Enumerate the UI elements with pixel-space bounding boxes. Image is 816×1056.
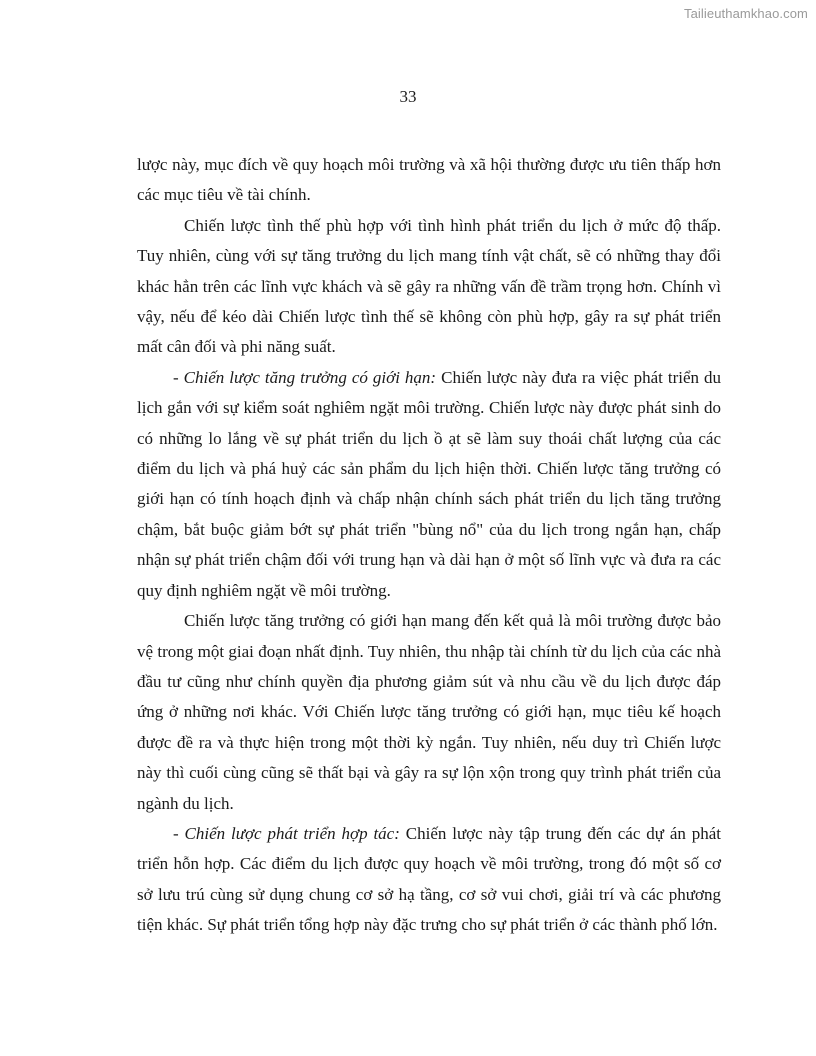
document-body xyxy=(137,150,721,941)
paragraph-2: Chiến lược tình thế phù hợp với tình hình phát triển du lịch ở mức độ thấp. Tuy nhiên, cùng với sự tăng trưởng du lịch mang tính vật chất, sẽ có những thay đổi khác hẳn trên các lĩnh vực khách và sẽ gây ra những vấn đề trầm trọng hơn. Chính vì vậy, nếu để kéo dài Chiến lược tình thế sẽ không còn phù hợp, gây ra sự phát triển mất cân đối và phi năng suất. xyxy=(137,215,721,357)
paragraph-3-lead: - Chiến lược tăng trưởng có giới hạn: xyxy=(173,367,437,387)
paragraph-5-lead: - Chiến lược phát triển hợp tác: xyxy=(173,823,400,843)
paragraph-1: lược này, mục đích về quy hoạch môi trường và xã hội thường được ưu tiên thấp hơn các mục tiêu về tài chính. xyxy=(137,155,721,205)
paragraph-5 xyxy=(137,819,721,941)
paragraph-5-text: Chiến lược này tập trung đến các dự án phát triển hỗn hợp. Các điểm du lịch được quy hoạch về môi trường, trong đó một số cơ sở lưu trú cùng sử dụng chung cơ sở hạ tầng, cơ sở vui chơi, giải trí và các phương tiện khác. Sự phát triển tổng hợp này đặc trưng cho sự phát triển ở các thành phố lớn. xyxy=(137,823,721,935)
paragraph-3-text: Chiến lược này đưa ra việc phát triển du lịch gắn với sự kiểm soát nghiêm ngặt môi trường. Chiến lược này được phát sinh do có những lo lắng về sự phát triển du lịch ồ ạt sẽ làm suy thoái chất lượng của các điểm du lịch và phá huỷ các sản phẩm du lịch hiện thời. Chiến lược tăng trưởng có giới hạn có tính hoạch định và chấp nhận chính sách phát triển du lịch tăng trưởng chậm, bắt buộc giảm bớt sự phát triển "bùng nổ" của du lịch trong ngắn hạn, chấp nhận sự phát triển chậm đối với trung hạn và dài hạn ở một số lĩnh vực và đưa ra các quy định nghiêm ngặt về môi trường. xyxy=(137,367,722,600)
watermark: Tailieuthamkhao.com xyxy=(683,6,808,21)
paragraph-4: Chiến lược tăng trưởng có giới hạn mang đến kết quả là môi trường được bảo vệ trong một giai đoạn nhất định. Tuy nhiên, thu nhập tài chính từ du lịch của các nhà đầu tư cũng như chính quyền địa phương giảm sút và nhu cầu về du lịch được đáp ứng ở những nơi khác. Với Chiến lược tăng trưởng có giới hạn, mục tiêu kế hoạch được đề ra và thực hiện trong một thời kỳ ngắn. Tuy nhiên, nếu duy trì Chiến lược này thì cuối cùng cũng sẽ thất bại và gây ra sự lộn xộn trong quy trình phát triển của ngành du lịch. xyxy=(137,611,721,813)
paragraph-3 xyxy=(137,363,721,606)
page-number: 33 xyxy=(399,87,417,106)
